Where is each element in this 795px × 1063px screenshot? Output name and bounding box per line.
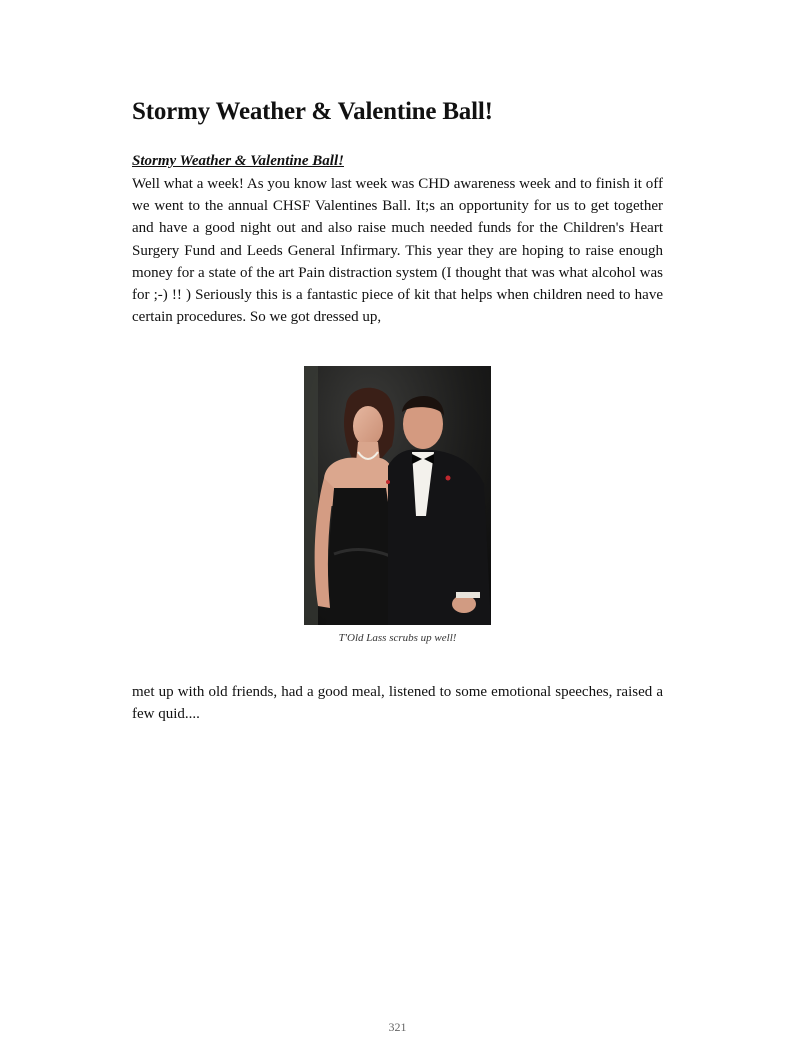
post-subheading: Stormy Weather & Valentine Ball! — [132, 153, 344, 169]
body-paragraph-2: met up with old friends, had a good meal, listened to some emotional speeches, raised a few quid.... — [132, 684, 663, 723]
photo-caption: T'Old Lass scrubs up well! — [338, 632, 457, 644]
body-paragraph-1: Well what a week! As you know last week was CHD awareness week and to finish it off we went to the annual CHSF Valentines Ball. It;s an opportunity for us to get together and have a good night out and also raise much needed funds for the Children's Heart Surgery Fund and Leeds General Infirmary. This year they are hoping to raise enough money for a state of the art Pain distraction system (I thought that was what alcohol was for ;-) !! ) Seriously this is a fantastic piece of kit that helps when children need to have certain procedures. So we got dressed up, — [132, 176, 663, 326]
couple-photo — [304, 366, 491, 625]
page-title: Stormy Weather & Valentine Ball! — [132, 98, 493, 125]
page-number: 321 — [388, 1020, 407, 1034]
